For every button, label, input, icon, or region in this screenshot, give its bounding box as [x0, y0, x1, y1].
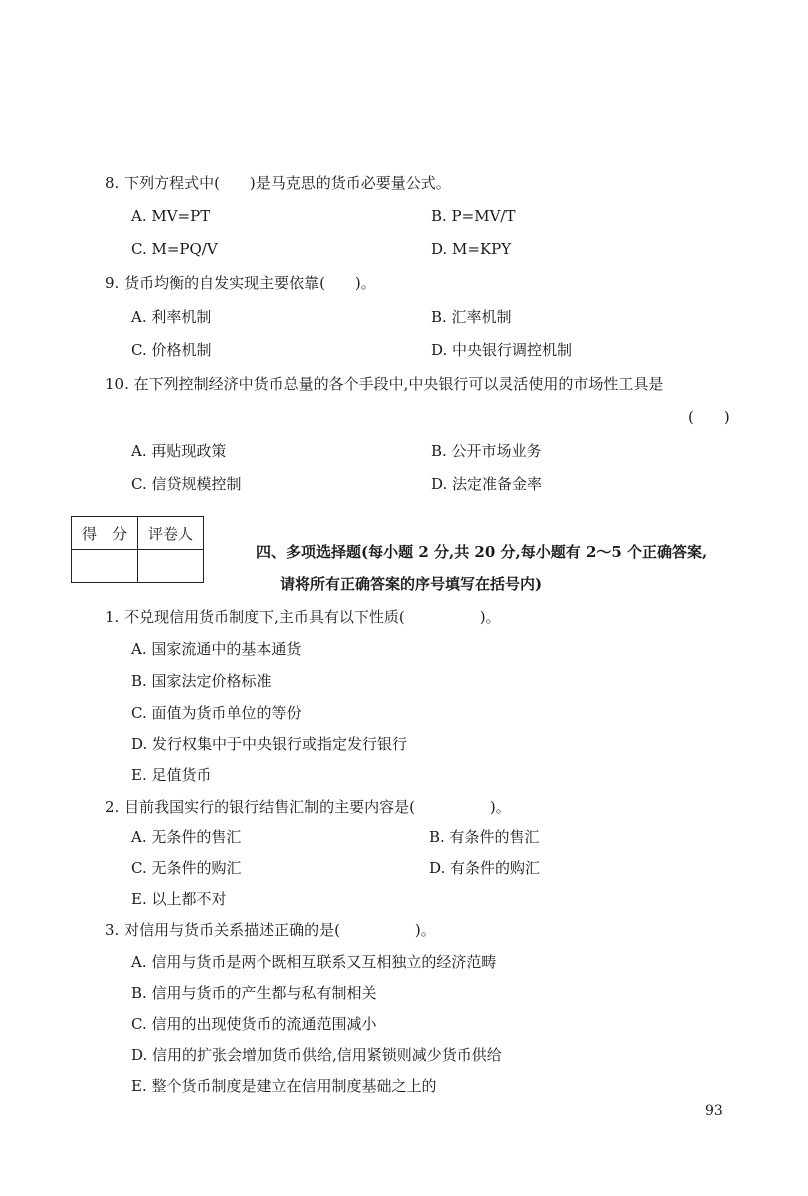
grader-cell — [138, 550, 204, 583]
question-9-option-a: A. 利率机制 — [131, 308, 212, 326]
page-number: 93 — [705, 1103, 723, 1119]
question-10-option-c: C. 信贷规模控制 — [131, 475, 242, 493]
score-header: 得 分 — [72, 517, 138, 550]
multi-3-option-a: A. 信用与货币是两个既相互联系又互相独立的经济范畴 — [131, 953, 497, 971]
question-10-option-a: A. 再贴现政策 — [131, 442, 227, 460]
question-9-option-c: C. 价格机制 — [131, 341, 212, 359]
multi-3-stem: 3. 对信用与货币关系描述正确的是( )。 — [105, 921, 436, 939]
multi-2-option-a: A. 无条件的售汇 — [131, 828, 242, 846]
multi-2-option-b: B. 有条件的售汇 — [429, 828, 540, 846]
question-9-option-b: B. 汇率机制 — [431, 308, 512, 326]
multi-1-option-d: D. 发行权集中于中央银行或指定发行银行 — [131, 735, 408, 753]
score-box — [71, 516, 204, 583]
section-title-line1: 四、多项选择题(每小题 2 分,共 20 分,每小题有 2～5 个正确答案, — [256, 543, 708, 561]
section-title-line2: 请将所有正确答案的序号填写在括号内) — [280, 575, 543, 593]
grader-header: 评卷人 — [138, 517, 204, 550]
question-8-option-d: D. M=KPY — [431, 240, 512, 258]
question-8-stem: 8. 下列方程式中( )是马克思的货币必要量公式。 — [105, 174, 451, 192]
multi-2-option-e: E. 以上都不对 — [131, 890, 227, 908]
multi-3-option-d: D. 信用的扩张会增加货币供给,信用紧锁则减少货币供给 — [131, 1046, 502, 1064]
multi-1-option-c: C. 面值为货币单位的等份 — [131, 704, 302, 722]
multi-2-option-c: C. 无条件的购汇 — [131, 859, 242, 877]
question-8-option-b: B. P=MV/T — [431, 207, 516, 225]
question-10-stem: 10. 在下列控制经济中货币总量的各个手段中,中央银行可以灵活使用的市场性工具是 — [105, 375, 664, 393]
question-10-option-d: D. 法定准备金率 — [431, 475, 543, 493]
multi-3-option-c: C. 信用的出现使货币的流通范围减小 — [131, 1015, 377, 1033]
score-cell — [72, 550, 138, 583]
multi-2-stem: 2. 目前我国实行的银行结售汇制的主要内容是( )。 — [105, 798, 511, 816]
multi-3-option-e: E. 整个货币制度是建立在信用制度基础之上的 — [131, 1077, 437, 1095]
multi-1-option-a: A. 国家流通中的基本通货 — [131, 640, 302, 658]
question-10-option-b: B. 公开市场业务 — [431, 442, 542, 460]
multi-2-option-d: D. 有条件的购汇 — [429, 859, 541, 877]
multi-3-option-b: B. 信用与货币的产生都与私有制相关 — [131, 984, 377, 1002]
question-9-stem: 9. 货币均衡的自发实现主要依靠( )。 — [105, 274, 376, 292]
multi-1-option-b: B. 国家法定价格标准 — [131, 672, 272, 690]
question-9-option-d: D. 中央银行调控机制 — [431, 341, 573, 359]
multi-1-stem: 1. 不兑现信用货币制度下,主币具有以下性质( )。 — [105, 608, 501, 626]
question-8-option-a: A. MV=PT — [131, 207, 211, 225]
question-8-option-c: C. M=PQ/V — [131, 240, 218, 258]
multi-1-option-e: E. 足值货币 — [131, 766, 212, 784]
question-10-paren: ( ) — [688, 408, 730, 426]
